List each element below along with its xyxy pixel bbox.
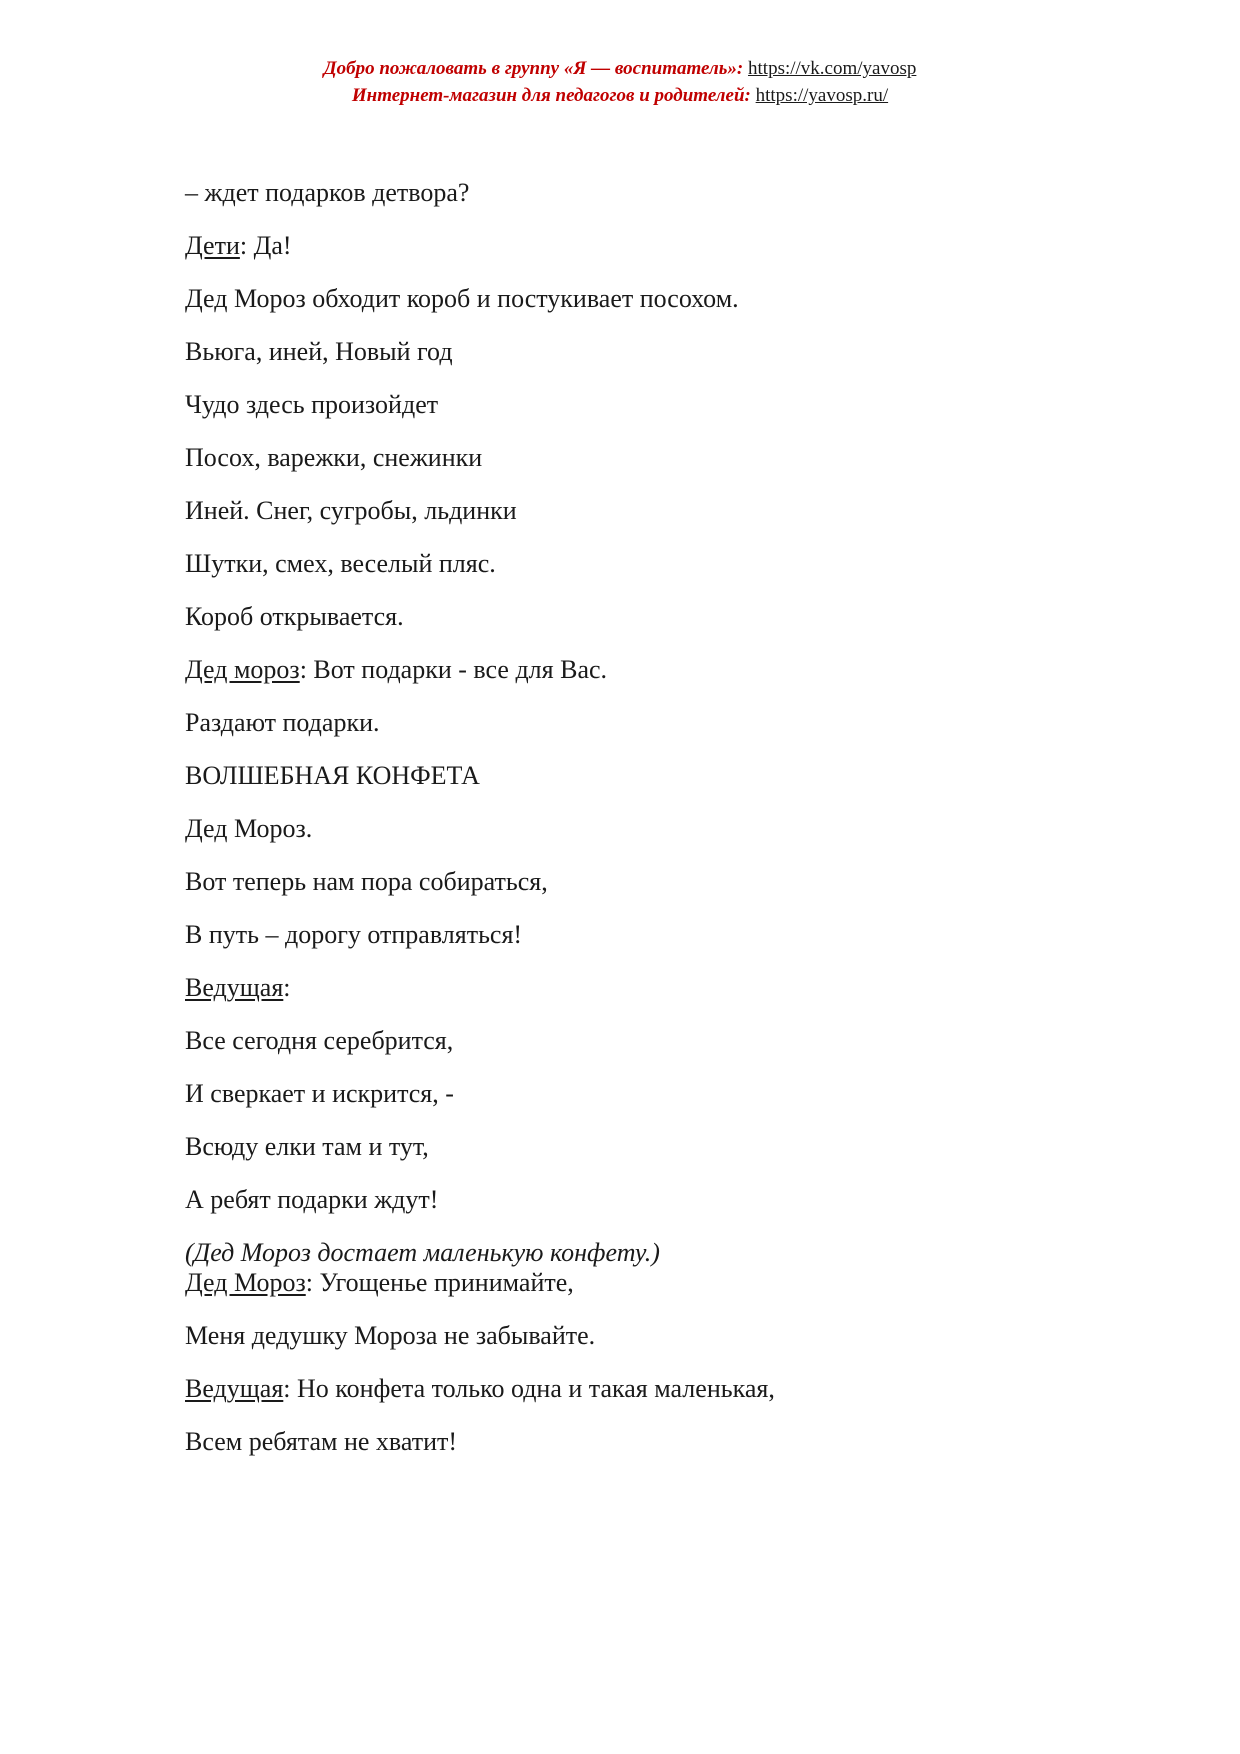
stage-direction: Короб открывается. xyxy=(185,602,404,631)
speaker-line: Дед Мороз. xyxy=(185,814,313,843)
verse-line: Всюду елки там и тут, xyxy=(185,1132,429,1161)
verse-line: Вот теперь нам пора собираться, xyxy=(185,867,548,896)
stage-direction: Раздают подарки. xyxy=(185,708,380,737)
section-heading: ВОЛШЕБНАЯ КОНФЕТА xyxy=(185,761,480,790)
header-shop-link[interactable]: https://yavosp.ru/ xyxy=(755,85,889,106)
header-line-group xyxy=(0,55,1240,82)
verse-line: В путь – дорогу отправляться! xyxy=(185,920,523,949)
speech-text: : Но конфета только одна и такая маленькая, xyxy=(283,1374,775,1403)
verse-line: А ребят подарки ждут! xyxy=(185,1185,439,1214)
verse-line: Меня дедушку Мороза не забывайте. xyxy=(185,1321,596,1350)
verse-line: Чудо здесь произойдет xyxy=(185,390,439,419)
verse-line: Иней. Снег, сугробы, льдинки xyxy=(185,496,517,525)
verse-line: Вьюга, иней, Новый год xyxy=(185,337,453,366)
verse-line: Посох, варежки, снежинки xyxy=(185,443,483,472)
header-group-link[interactable]: https://vk.com/yavosp xyxy=(748,58,917,79)
speech-text: : Угощенье принимайте, xyxy=(305,1268,574,1297)
dialogue-line xyxy=(185,1268,574,1298)
speech-text: : Да! xyxy=(239,231,292,260)
speech-text: : xyxy=(283,973,291,1002)
dialogue-line xyxy=(185,973,291,1003)
speaker-name: Ведущая xyxy=(185,973,284,1002)
page-header xyxy=(0,55,1240,109)
verse-line: Шутки, смех, веселый пляс. xyxy=(185,549,496,578)
verse-line: Всем ребятам не хватит! xyxy=(185,1427,457,1456)
dialogue-line xyxy=(185,655,607,685)
header-group-text: Добро пожаловать в группу «Я — воспитатель»: xyxy=(323,58,744,79)
speaker-name: Ведущая xyxy=(185,1374,284,1403)
verse-line: Все сегодня серебрится, xyxy=(185,1026,454,1055)
speaker-name: Дети xyxy=(185,231,240,260)
dialogue-line xyxy=(185,231,292,261)
header-shop-text: Интернет-магазин для педагогов и родителей: xyxy=(351,85,751,106)
header-line-shop xyxy=(0,82,1240,109)
paragraph: – ждет подарков детвора? xyxy=(185,178,470,207)
speaker-name: Дед Мороз xyxy=(185,1268,306,1297)
speaker-name: Дед мороз xyxy=(185,655,300,684)
speech-text: : Вот подарки - все для Вас. xyxy=(299,655,608,684)
stage-direction: Дед Мороз обходит короб и постукивает посохом. xyxy=(185,284,739,313)
stage-direction-italic: (Дед Мороз достает маленькую конфету.) xyxy=(185,1238,660,1267)
verse-line: И сверкает и искрится, - xyxy=(185,1079,454,1108)
dialogue-line xyxy=(185,1374,775,1404)
